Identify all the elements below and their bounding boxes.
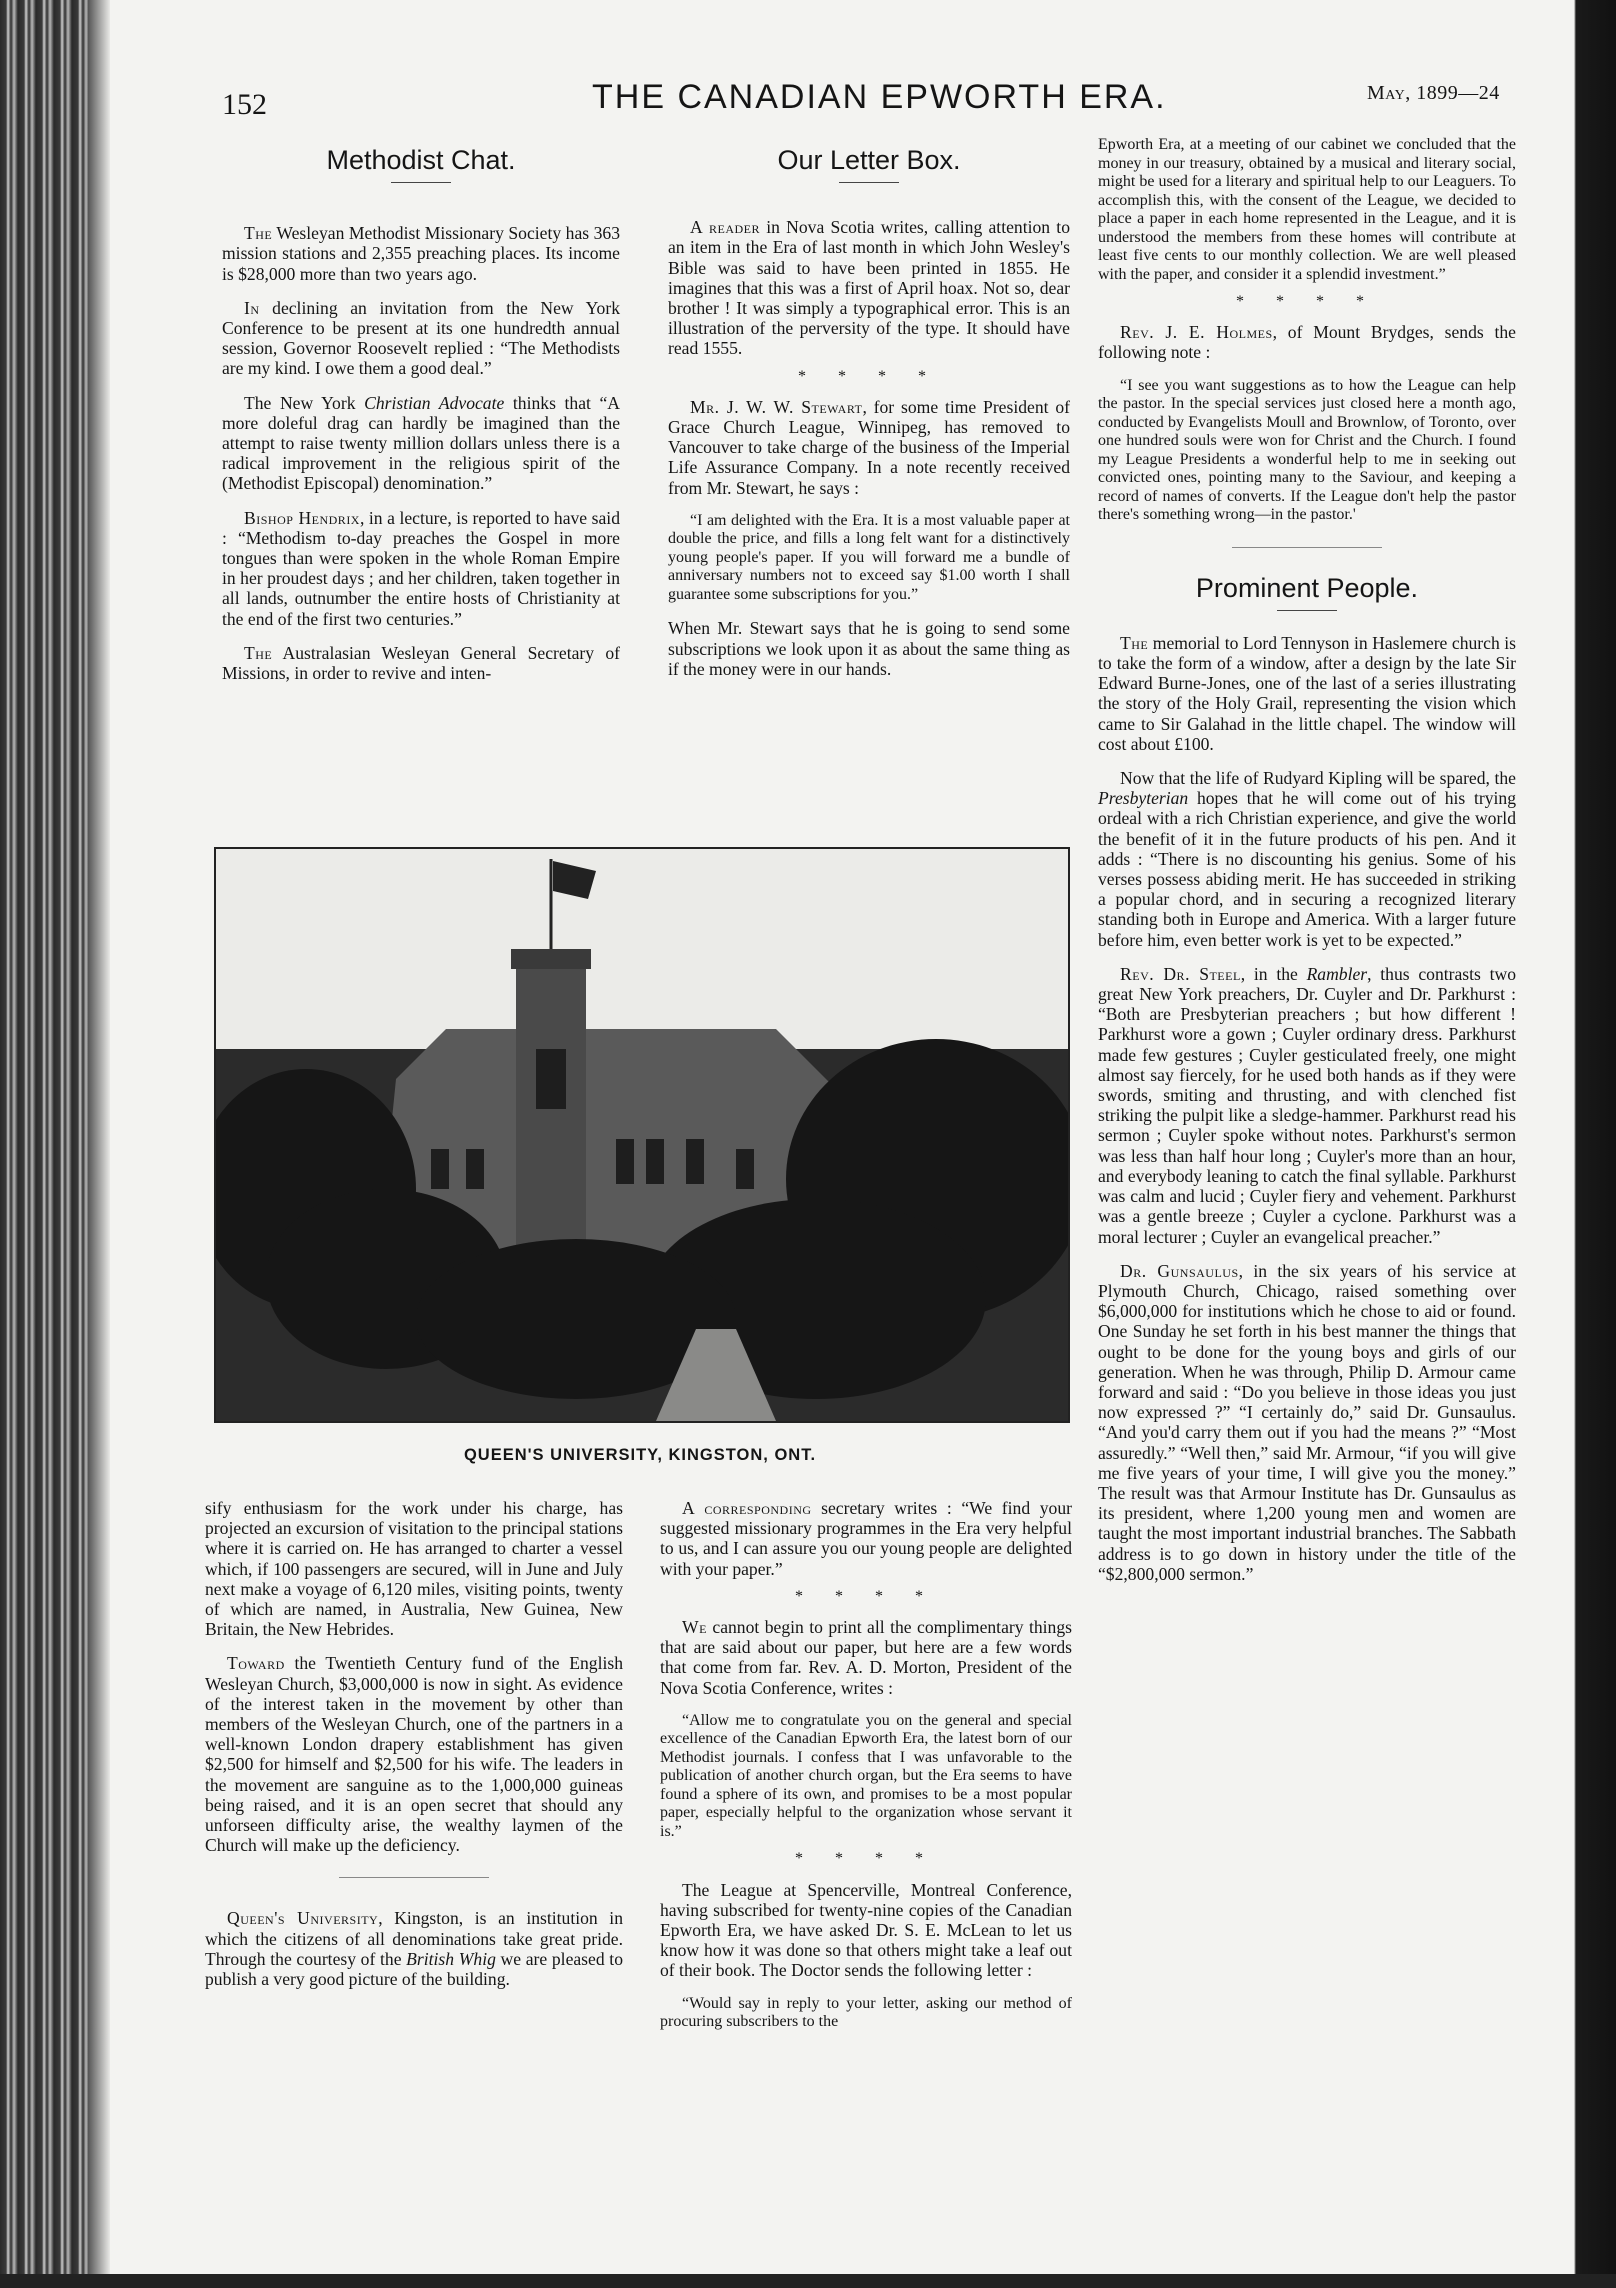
paragraph-text: , in the xyxy=(1240,963,1307,984)
paragraph-text: Wesleyan Methodist Missionary Society has 363 mission stations and 2,355 preaching places. Its income is $28,000 more than two years ago. xyxy=(222,223,620,284)
quote: “I am delighted with the Era. It is a most valuable paper at double the price, and fills a long felt want for a distinctively young people's paper. If you will forward me a bundle of anniversary numbers not to exceed say $1.00 worth I shall guarantee some subscriptions for you.” xyxy=(668,511,1070,603)
lead-word: The xyxy=(1120,632,1149,653)
paragraph-text: , for some time President of Grace Church League, Winnipeg, has removed to Vancouver to take charge of the business of the Imperial Life Assurance Company. In a note recently received from Mr. Stewart, he says : xyxy=(668,396,1070,498)
italic-title: British Whig xyxy=(406,1948,496,1969)
quote: “Allow me to congratulate you on the general and special excellence of the Canadian Epworth Era, the latest born of our Methodist journals. I confess that I was unfavorable to the publication of another church organ, but the Era seems to have found a sphere of its own, and promises to be a most popular paper, especially helpful to the organization whose servant it is.” xyxy=(660,1711,1072,1840)
paragraph-text: , in the six years of his service at Plymouth Church, Chicago, raised something over $6,000,000 for institutions which he chose to aid or found. One Sunday he set forth in his best manner the things that ought to be done for the young boys and girls of our generation. When he was through, Philip D. Armour came forward and said : “Do you believe in those ideas you just now expressed ?” “I certainly do,” said Dr. Gunsaulus. “And you'd carry them out if you had the means ?” “Most assuredly.” “Well then,” said Mr. Armour, “if you will give me five years of your time, I will give you the money.” The result was that Armour Institute has Dr. Gunsaulus as its president, where 1,200 young men and women are taught the most important industrial branches. The Sabbath address is to go down in history under the title of the “$2,800,000 sermon.” xyxy=(1098,1260,1516,1584)
paragraph xyxy=(1098,633,1516,754)
lead-word: The xyxy=(244,223,273,244)
separator-stars: * * * * xyxy=(795,1850,937,1868)
paragraph xyxy=(1098,322,1516,362)
paragraph: The League at Spencerville, Montreal Conference, having subscribed for twenty-nine copies of the Canadian Epworth Era, we have asked Dr. S. E. McLean to let us know how it was done so that others might take a leaf out of their book. The Doctor sends the following letter : xyxy=(660,1879,1072,1981)
paragraph-text: Australasian Wesleyan General Secretary of Missions, in order to revive and inten- xyxy=(222,642,620,684)
lead-word: Dr. Gunsaulus xyxy=(1120,1260,1239,1281)
paragraph-text: thinks that “A more doleful drag can hardly be imagined than the attempt to raise twenty million dollars unless there is a radical improvement in the religious spirit of the (Methodist Episcopal) denomination.” xyxy=(222,392,620,494)
paragraph-text: , in a lecture, is reported to have said : “Methodism to-day preaches the Gospel in more tongues than were spoken in the whole Roman Empire in her proudest days ; and her children, taken together in all lands, outnumber the entire hosts of Christianity at the end of the first two centuries.” xyxy=(222,507,620,629)
paragraph xyxy=(205,1653,623,1855)
lead-word: Rev. J. E. Holmes xyxy=(1120,322,1273,343)
section-rule xyxy=(339,1877,489,1878)
lead-word: We xyxy=(682,1617,707,1638)
running-header xyxy=(222,78,1522,122)
lead-word: A reader xyxy=(690,217,760,238)
building-photo xyxy=(214,847,1070,1423)
italic-title: Presbyterian xyxy=(1098,788,1189,809)
paragraph-text: declining an invitation from the New York Conference to be present at its one hundredth annual session, Governor Roosevelt replied : “The Methodists are my kind. I owe them a good deal.” xyxy=(222,297,620,379)
italic-title: Christian Advocate xyxy=(364,392,505,413)
quote: Epworth Era, at a meeting of our cabinet we concluded that the money in our treasury, obtained by a musical and literary social, might be used for a literary and spiritual help to our Leaguers. To accomplish this, with the consent of the League, we decided to place a paper in each home represented in the League, and it is understood the members from these homes will contribute at least five cents to our monthly collection. We are well pleased with the paper, and consider it a splendid investment.” xyxy=(1098,136,1516,283)
column-letter-box-continued xyxy=(660,1498,1072,2046)
paragraph xyxy=(222,393,620,494)
paragraph xyxy=(668,397,1070,498)
paragraph-text: hopes that he will come out of his trying ordeal with a rich Christian experience, and give the world the benefit of it in the future products of his pen. And it adds : “There is no discounting his genius. Some of his verses possess abiding merit. He has succeeded in striking a popular chord, and in securing a recognized literary standing both in Europe and America. With a larger future before him, even better work is yet to be expected.” xyxy=(1098,788,1516,950)
lead-word: A corresponding xyxy=(682,1498,812,1518)
lead-word: Mr. J. W. W. Stewart xyxy=(690,396,863,417)
paragraph xyxy=(222,223,620,284)
column-letter-box xyxy=(668,145,1070,693)
paragraph xyxy=(1098,768,1516,950)
quote: “Would say in reply to your letter, asking our method of procuring subscribers to the xyxy=(660,1994,1072,2031)
paragraph: sify enthusiasm for the work under his charge, has projected an excursion of visitation to the principal stations where it is carried on. He has arranged to charter a vessel which, if 100 passengers are secured, will in June and July next make a voyage of 6,120 miles, visiting points, twenty of which are named, in Australia, New Guinea, New Britain, the New Hebrides. xyxy=(205,1498,623,1640)
paragraph xyxy=(1098,1261,1516,1584)
paragraph xyxy=(1098,964,1516,1247)
lead-word: Queen's University xyxy=(227,1908,379,1929)
queens-university-illustration xyxy=(216,849,1068,1421)
photo-caption: QUEEN'S UNIVERSITY, KINGSTON, ONT. xyxy=(463,1446,817,1464)
heading-rule xyxy=(1277,610,1337,611)
column-methodist-chat-continued xyxy=(205,1498,623,2003)
lead-word: Rev. Dr. Steel xyxy=(1120,963,1241,984)
paragraph xyxy=(660,1617,1072,1698)
paragraph: When Mr. Stewart says that he is going to send some subscriptions we look upon it as about the same thing as if the money were in our hands. xyxy=(668,618,1070,679)
paragraph-text: The New York xyxy=(244,392,365,413)
paragraph-text: we are pleased to publish a very good picture of the building. xyxy=(205,1948,623,1990)
column-methodist-chat xyxy=(222,145,620,697)
separator-stars: * * * * xyxy=(798,367,940,385)
quote: “I see you want suggestions as to how the League can help the pastor. In the special services just closed here a month ago, conducted by Evangelists Moull and Brownlow, of Toronto, over one hundred souls were won for Christ and the Church. I found my League Presidents a wonderful help to me in seeking out convicted ones, pointing many to the Saviour, and keeping a record of names of converts. If the League don't help the pastor there's something wrong—in the pastor.' xyxy=(1098,376,1516,524)
section-heading-methodist-chat: Methodist Chat. xyxy=(326,145,516,175)
separator-stars: * * * * xyxy=(795,1587,937,1605)
paragraph-text: cannot begin to print all the complimentary things that are said about our paper, but here are a few words that come from far. Rev. A. D. Morton, President of the Nova Scotia Conference, writes : xyxy=(660,1617,1072,1698)
book-spine xyxy=(0,0,100,2288)
paragraph-text: the Twentieth Century fund of the English Wesleyan Church, $3,000,000 is now in sight. As evidence of the interest taken in the movement by other than members of the Wesleyan Church, one of the partners in a well-known London drapery establishment has given $2,500 for himself and $2,500 for his wife. The leaders in the movement are sanguine as to the 1,000,000 guineas being raised, and it is an open secret that should any unforseen difficulty arise, the wealthy laymen of the Church will make up the deficiency. xyxy=(205,1653,623,1856)
lead-word: In xyxy=(244,297,260,318)
paragraph xyxy=(222,508,620,629)
section-heading-letter-box: Our Letter Box. xyxy=(777,145,961,175)
paragraph-text: , Kingston, is an institution in which the citizens of all denominations take great pride. Through the courtesy of the xyxy=(205,1908,623,1969)
issue-date: May, 1899—24 xyxy=(1367,82,1500,104)
heading-rule xyxy=(839,182,899,183)
paragraph-text: , of Mount Brydges, sends the following note : xyxy=(1098,322,1516,363)
section-heading-prominent-people: Prominent People. xyxy=(1195,572,1419,603)
italic-title: Rambler xyxy=(1306,963,1368,984)
heading-rule xyxy=(391,182,451,183)
lead-word: The xyxy=(244,642,273,663)
lead-word: Toward xyxy=(227,1653,285,1674)
page-edge xyxy=(1564,0,1616,2288)
paragraph-text: secretary writes : “We find your suggested missionary programmes in the Era very helpful to us, and I can assure you our young people are delighted with your paper.” xyxy=(660,1498,1072,1579)
paragraph-text: memorial to Lord Tennyson in Haslemere church is to take the form of a window, after a design by the late Sir Edward Burne-Jones, one of the last of a series illustrating the story of the Holy Grail, representing the vision which came to Sir Galahad in the little chapel. The window will cost about £100. xyxy=(1098,632,1516,754)
column-right xyxy=(1098,136,1516,1598)
page-number: 152 xyxy=(222,88,267,121)
paragraph xyxy=(222,643,620,683)
paragraph-text: Now that the life of Rudyard Kipling will be spared, the xyxy=(1120,768,1516,789)
paragraph xyxy=(668,217,1070,358)
paragraph-text: , thus contrasts two great New York preachers, Dr. Cuyler and Dr. Parkhurst : “Both are Presbyterian preachers ; but how different ! Parkhurst wore a gown ; Cuyler ordinary dress. Parkhurst made few gestures ; Cuyler gesticulated freely, one might almost say fiercely, for he used both hands as if they were swords, smiting and thrusting, and with clenched fist striking the pulpit like a sledge-hammer. Parkhurst read his sermon ; Cuyler spoke without notes. Parkhurst's sermon was less than half hour long ; Cuyler's more than an hour, and everybody leaning to catch the final syllable. Parkhurst was calm and lucid ; Cuyler fiery and vehement. Parkhurst was a gentle breeze ; Cuyler a cyclone. Parkhurst was a moral lecturer ; Cuyler an evangelical preacher.” xyxy=(1098,963,1516,1247)
publication-title: THE CANADIAN EPWORTH ERA. xyxy=(592,78,1167,116)
lead-word: Bishop Hendrix xyxy=(244,507,360,528)
paragraph-text: in Nova Scotia writes, calling attention to an item in the Era of last month in which John Wesley's Bible was said to have been printed in 1855. He imagines that this was a first of April hoax. Not so, dear brother ! It was simply a typographical error. This is an illustration of the perversity of the type. It should have read 1555. xyxy=(668,217,1070,359)
gutter-shadow xyxy=(88,0,110,2288)
separator-stars: * * * * xyxy=(1236,293,1378,310)
paragraph xyxy=(222,298,620,379)
paragraph xyxy=(205,1908,623,1989)
section-rule xyxy=(1232,547,1382,548)
paragraph xyxy=(660,1498,1072,1579)
bottom-edge xyxy=(0,2274,1616,2288)
